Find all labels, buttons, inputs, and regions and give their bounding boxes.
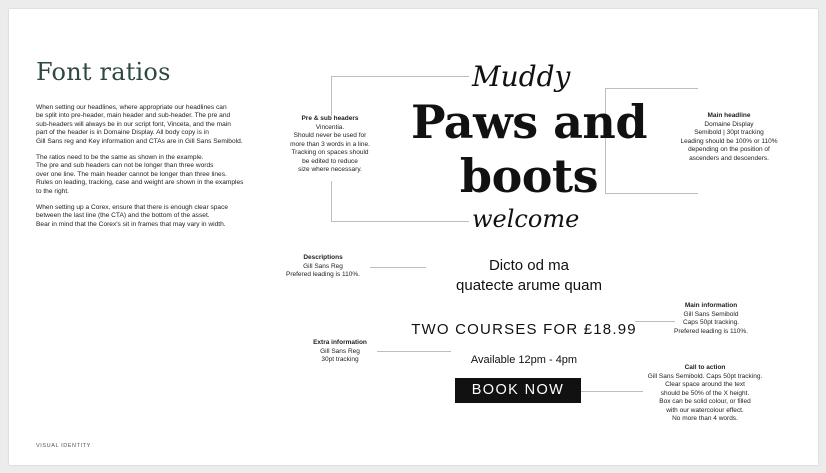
example-extra-information: Available 12pm - 4pm [470,354,578,366]
example-sub-header: welcome [472,205,580,233]
annotation-line: 30pt tracking [321,356,359,363]
description-line: quatecte arume quam [456,277,602,294]
annotation-call-to-action [639,364,771,424]
annotation-pre-sub-headers [279,115,381,175]
bracket-vertical-line [331,76,332,116]
annotation-descriptions [279,254,367,280]
example-pre-header: Muddy [472,60,571,93]
example-description [429,256,629,296]
annotation-title: Main information [684,302,738,309]
headline-line: Paws and [410,95,648,149]
annotation-title: Call to action [684,364,726,371]
example-main-headline [399,95,659,203]
cta-connector [581,391,643,392]
extra-info-connector [377,351,451,352]
annotation-line: Domaine Display [704,120,754,128]
annotation-line: No more than 4 words. [672,415,738,422]
example-main-information: TWO COURSES FOR £18.99 [411,321,637,338]
headline-line: boots [459,149,599,203]
bracket-bottom-line [331,221,469,222]
annotation-line: Prefered leading is 110%. [286,271,360,278]
annotation-line: Prefered leading is 110%. [674,327,748,335]
annotation-line: Tracking on spaces should [291,149,369,156]
body-paragraph: The ratios need to be the same as shown in the example. The pre and sub headers can not be longer than three words over one line. The main header cannot be longer than three lines. Rules on leading, tracking, case and weight are shown in the examples to the right. [36,154,244,195]
page-canvas [9,9,818,465]
headline-bracket-top [605,88,698,89]
annotation-title: Descriptions [303,254,343,261]
book-now-button[interactable]: BOOK NOW [455,378,581,403]
annotation-title: Main headline [707,112,751,119]
annotation-line: Gill Sans Semibold [683,310,739,318]
annotation-main-information [663,302,759,336]
annotation-extra-information [297,339,383,365]
annotation-main-headline [669,112,789,163]
annotation-line: with our watercolour effect. [666,406,744,414]
annotation-line: should be 50% of the X height. [660,389,750,397]
annotation-line: depending on the position of [688,146,770,153]
bracket-top-line [331,76,469,77]
body-paragraph: When setting up a Corex, ensure that there is enough clear space between the last line (the CTA) and the bottom of the asset. Bear in mind that the Corex's sit in frames that may vary in width. [36,204,229,228]
descriptions-connector [370,267,426,268]
annotation-line: ascenders and descenders. [689,154,769,162]
annotation-line: Vincentia. [315,123,345,131]
annotation-line: Gill Sans Reg [303,262,343,270]
annotation-title: Extra information [313,339,367,346]
annotation-line: Caps 50pt tracking. [682,319,739,326]
bracket-vertical-line [331,181,332,221]
annotation-title: Pre & sub headers [301,115,359,122]
description-line: Dicto od ma [488,257,570,274]
footer-label: VISUAL IDENTITY [36,443,91,449]
body-paragraph: When setting our headlines, where appropriate our headlines can be split into pre-header, main header and sub-header. The pre and sub-headers will always be in our script font, Vinceta, and the main part of the header is in Domaine Display. All body copy is in Gill Sans reg and Key information and CTAs are in Gill Sans Semibold. [36,104,243,145]
annotation-line: Leading should be 100% or 110% [680,137,778,145]
annotation-line: Clear space around the text [665,381,745,388]
annotation-line: Should never be used for [293,132,367,139]
annotation-line: Box can be solid colour, or filled [659,398,751,405]
annotation-line: more than 3 words in a line. [290,140,370,148]
annotation-line: be edited to reduce [302,157,358,165]
annotation-line: Gill Sans Semibold. Caps 50pt tracking. [647,372,763,380]
annotation-line: Gill Sans Reg [320,347,360,355]
annotation-line: Semibold | 30pt tracking [694,129,764,136]
body-copy [36,104,286,237]
annotation-line: size where necessary. [298,166,362,173]
page-title: Font ratios [36,58,171,86]
